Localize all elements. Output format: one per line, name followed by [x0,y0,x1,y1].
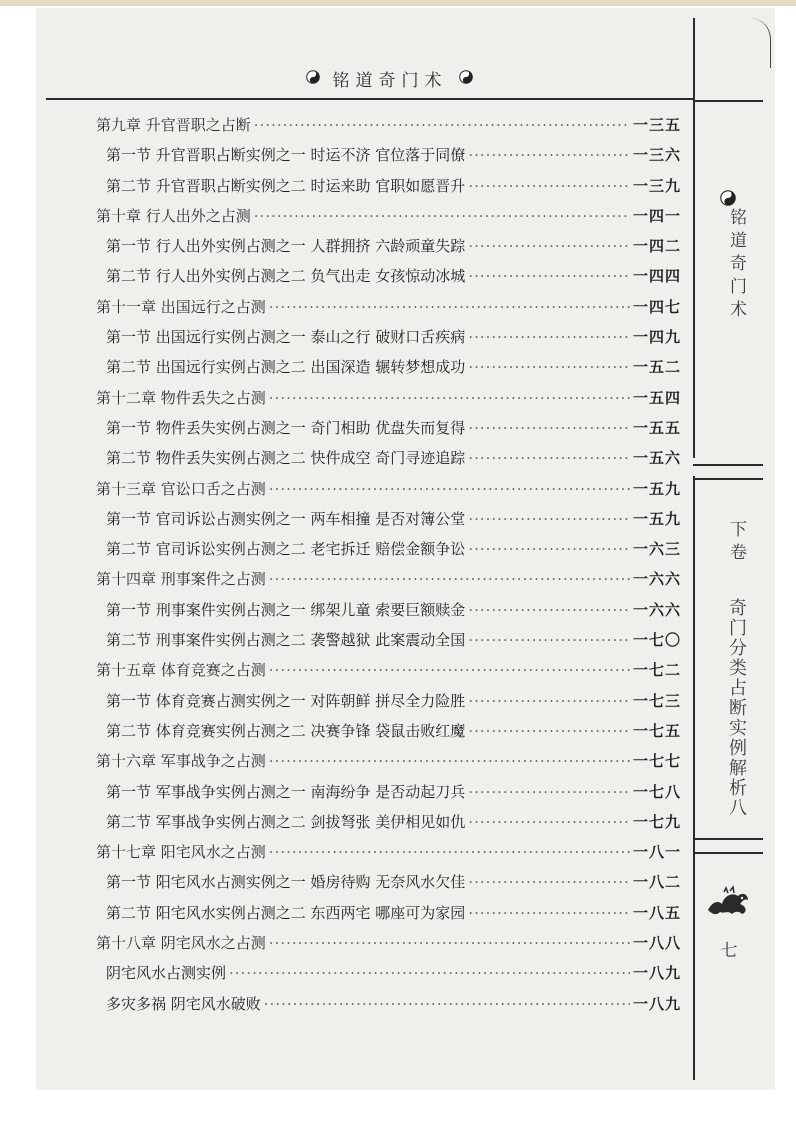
toc-entry-label: 第十二章 物件丢失之占测 [96,388,266,407]
toc-entry-label: 阴宅风水占测实例 [106,964,227,983]
toc-section-row[interactable] [96,993,681,1023]
toc-chapter-row[interactable] [96,932,681,962]
toc-page-number: 一八一 [632,843,681,862]
toc-entry-label: 第十五章 体育竞赛之占测 [96,661,266,680]
dot-leader [468,783,630,801]
sidebar-divider [693,838,763,840]
toc-page-number: 一八二 [632,873,681,892]
toc-page-number: 一四七 [632,297,681,316]
toc-page-number: 一三九 [632,176,681,195]
sidebar-divider [693,852,763,854]
toc-entry-label: 第九章 升官晋职之占断 [96,116,251,134]
top-band [0,0,796,6]
toc-page-number: 一八九 [632,994,681,1013]
dragon-emblem-icon [704,884,752,920]
toc-entry-label: 第十八章 阴宅风水之占测 [96,934,266,953]
dot-leader [468,813,630,831]
dot-leader [264,995,630,1013]
dot-leader [269,298,630,316]
dot-leader [468,237,630,255]
toc-page-number: 一五五 [632,418,681,437]
toc-page-number: 一七九 [632,812,681,831]
toc-chapter-row[interactable] [96,750,681,780]
dot-leader [468,419,630,437]
toc-entry-label: 第一节 物件丢失实例占测之一 奇门相助 优盘失而复得 [106,418,466,437]
yin-yang-icon [459,70,473,84]
toc-entry-label: 第一节 官司诉讼占测实例之一 两车相撞 是否对簿公堂 [106,509,466,528]
toc-section-row[interactable] [96,175,681,205]
toc-chapter-row[interactable] [96,659,681,689]
toc-chapter-row[interactable] [96,841,681,871]
sidebar-section-title: 奇门分类占断实例解析八 [726,598,747,818]
toc-entry-label: 第十六章 军事战争之占测 [96,752,266,771]
toc-section-row[interactable] [96,599,681,629]
toc-page-number: 一六三 [632,540,681,559]
dot-leader [468,601,630,619]
toc-entry-label: 第一节 军事战争实例占测之一 南海纷争 是否动起刀兵 [106,782,466,801]
toc-page-number: 一四九 [632,328,681,347]
sidebar-divider [693,478,763,480]
dot-leader [468,358,630,376]
dot-leader [254,207,630,225]
toc-section-row[interactable] [96,871,681,901]
toc-entry-label: 第十七章 阳宅风水之占测 [96,843,266,862]
toc-entry-label: 第十章 行人出外之占测 [96,206,251,225]
toc-page-number: 一七八 [632,782,681,801]
toc-section-row[interactable] [96,508,681,538]
dot-leader [468,873,630,891]
dot-leader [468,904,630,922]
toc-entry-label: 第一节 刑事案件实例占测之一 绑架儿童 索要巨额赎金 [106,600,466,619]
toc-page-number: 一八五 [632,903,681,922]
toc-section-row[interactable] [96,235,681,265]
toc-entry-label: 第一节 阳宅风水占测实例之一 婚房待购 无奈风水欠佳 [106,873,466,892]
toc-chapter-row[interactable] [96,478,681,508]
dot-leader [269,661,630,679]
dot-leader [468,267,630,285]
toc-page-number: 一四四 [632,267,681,286]
toc-chapter-row[interactable] [96,296,681,326]
margin-rule [693,476,695,1080]
dot-leader [254,116,630,134]
running-header-title: 铭道奇门术 [332,71,448,91]
toc-entry-label: 第十三章 官讼口舌之占测 [96,479,266,498]
margin-rule [693,18,695,458]
toc-entry-label: 第一节 体育竞赛占测实例之一 对阵朝鲜 拼尽全力险胜 [106,691,466,710]
toc-entry-label: 第二节 阳宅风水实例占测之二 东西两宅 哪座可为家园 [106,903,466,922]
dot-leader [269,480,630,498]
dot-leader [468,146,630,164]
dot-leader [468,510,630,528]
toc-page-number: 一五二 [632,358,681,377]
dot-leader [269,752,630,770]
dot-leader [468,631,630,649]
toc-section-row[interactable] [96,962,681,992]
page-number: 七 [720,941,738,961]
dot-leader [468,177,630,195]
toc-section-row[interactable] [96,811,681,841]
dot-leader [269,843,630,861]
toc-page-number: 一八八 [632,934,681,953]
toc-entry-label: 第二节 军事战争实例占测之二 剑拔弩张 美伊相见如仇 [106,812,466,831]
toc-chapter-row[interactable] [96,205,681,235]
toc-page-number: 一三五 [632,116,681,134]
toc-page-number: 一七二 [632,661,681,680]
table-of-contents [96,114,681,1023]
toc-section-row[interactable] [96,781,681,811]
toc-section-row[interactable] [96,629,681,659]
yin-yang-icon [720,190,736,206]
toc-section-row[interactable] [96,690,681,720]
sidebar-book-title: 铭道奇门术 [726,208,746,323]
toc-entry-label: 第二节 官司诉讼实例占测之二 老宅拆迁 赔偿金额争讼 [106,540,466,559]
toc-section-row[interactable] [96,538,681,568]
toc-page-number: 一五四 [632,388,681,407]
toc-page-number: 一四一 [632,206,681,225]
toc-page-number: 一四二 [632,237,681,256]
toc-entry-label: 第十一章 出国远行之占测 [96,297,266,316]
dot-leader [468,722,630,740]
dot-leader [468,540,630,558]
dot-leader [269,389,630,407]
header-rule [46,98,693,100]
toc-section-row[interactable] [96,265,681,295]
dot-leader [468,449,630,467]
toc-entry-label: 第一节 行人出外实例占测之一 人群拥挤 六龄顽童失踪 [106,237,466,256]
sidebar-divider [693,464,763,466]
dot-leader [229,964,630,982]
toc-section-row[interactable] [96,720,681,750]
toc-page-number: 一五九 [632,509,681,528]
toc-section-row[interactable] [96,902,681,932]
toc-entry-label: 第二节 物件丢失实例占测之二 快件成空 奇门寻迹追踪 [106,449,466,468]
toc-entry-label: 第一节 升官晋职占断实例之一 时运不济 官位落于同僚 [106,146,466,165]
dot-leader [269,934,630,952]
toc-entry-label: 第二节 升官晋职占断实例之二 时运来助 官职如愿晋升 [106,176,466,195]
toc-page-number: 一七五 [632,721,681,740]
toc-page-number: 一五六 [632,449,681,468]
toc-entry-label: 第二节 出国远行实例占测之二 出国深造 辗转梦想成功 [106,358,466,377]
toc-entry-label: 第二节 行人出外实例占测之二 负气出走 女孩惊动冰城 [106,267,466,286]
toc-entry-label: 第十四章 刑事案件之占测 [96,570,266,589]
toc-page-number: 一八九 [632,964,681,983]
toc-page-number: 一七〇 [632,631,681,650]
toc-chapter-row[interactable] [96,387,681,417]
toc-chapter-row[interactable] [96,114,681,144]
dot-leader [468,328,630,346]
sidebar-divider [693,100,763,102]
toc-entry-label: 第二节 体育竞赛实例占测之二 决赛争锋 袋鼠击败红魔 [106,721,466,740]
toc-page-number: 一六六 [632,600,681,619]
dot-leader [269,570,630,588]
toc-page-number: 一七三 [632,691,681,710]
toc-page-number: 一六六 [632,570,681,589]
toc-entry-label: 多灾多祸 阴宅风水破败 [106,994,261,1013]
toc-section-row[interactable] [96,356,681,386]
toc-section-row[interactable] [96,417,681,447]
sidebar-volume: 下卷 [726,520,746,566]
dot-leader [468,692,630,710]
toc-section-row[interactable] [96,326,681,356]
toc-page-number: 一五九 [632,479,681,498]
toc-chapter-row[interactable] [96,568,681,598]
toc-section-row[interactable] [96,447,681,477]
toc-entry-label: 第一节 出国远行实例占测之一 泰山之行 破财口舌疾病 [106,328,466,347]
toc-entry-label: 第二节 刑事案件实例占测之二 袭警越狱 此案震动全国 [106,631,466,650]
toc-page-number: 一三六 [632,146,681,165]
toc-page-number: 一七七 [632,752,681,771]
toc-section-row[interactable] [96,144,681,174]
